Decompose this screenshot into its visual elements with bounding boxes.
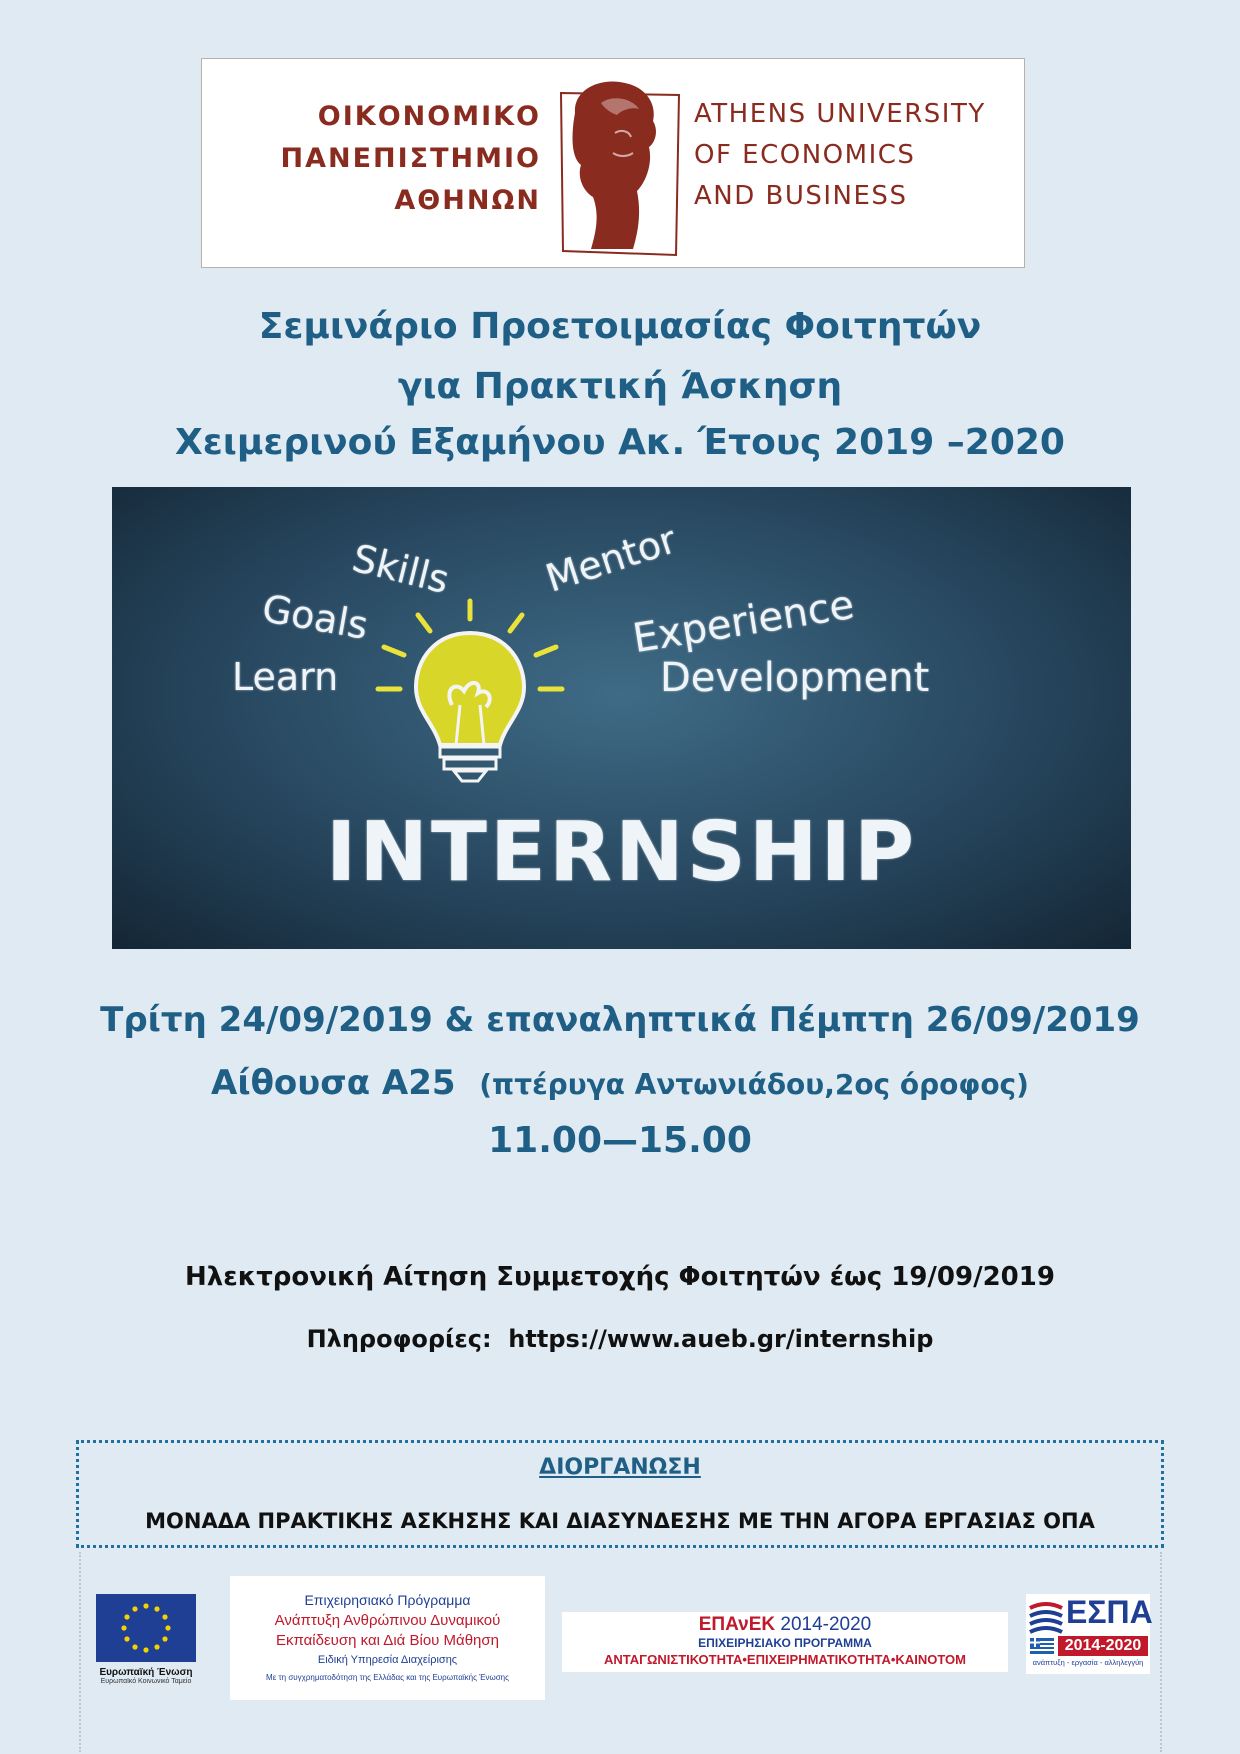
banner-word-learn: Learn [232,655,339,699]
logo-greek-line-1: ΟΙΚΟΝΟΜΙΚΟ [317,101,541,132]
epanek-line-1 [562,1614,1008,1636]
logo-greek-line-2: ΠΑΝΕΠΙΣΤΗΜΙΟ [280,143,541,174]
epanek-line-2: ΕΠΙΧΕΙΡΗΣΙΑΚΟ ΠΡΟΓΡΑΜΜΑ [698,1636,872,1650]
event-dates: Τρίτη 24/09/2019 & επαναληπτικά Πέμπτη 26/09/2019 [100,1000,1140,1040]
eu-flag-icon [96,1594,196,1662]
event-room: Αίθουσα Α25 [211,1063,456,1103]
epanek-brand: ΕΠΑνΕΚ [698,1614,776,1635]
epanadvm-line-2: Ανάπτυξη Ανθρώπινου Δυναμικού [274,1612,501,1629]
espa-logo [1026,1594,1153,1674]
logos-left-border [79,1552,81,1752]
internship-banner-image [112,487,1131,949]
epanadvm-line-5: Με τη συγχρηματοδότηση της Ελλάδας και της Ευρωπαϊκής Ένωσης [266,1673,509,1682]
eu-name: Ευρωπαϊκή Ένωση [99,1667,193,1678]
banner-word-goals: Goals [258,586,372,648]
hermes-head-icon [541,73,681,258]
event-time: 11.00—15.00 [488,1120,752,1161]
organizer-label: ΔΙΟΡΓΑΝΩΣΗ [539,1455,701,1480]
logo-greek-line-3: ΑΘΗΝΩΝ [394,185,541,216]
epanadvm-line-3: Εκπαίδευση και Διά Βίου Μάθηση [275,1632,499,1649]
info-url-link[interactable]: https://www.aueb.gr/internship [508,1325,934,1353]
event-room-note: (πτέρυγα Αντωνιάδου,2ος όροφος) [479,1068,1029,1101]
epanadvm-line-4: Ειδική Υπηρεσία Διαχείρισης [317,1654,458,1666]
logo-english-line-1: ATHENS UNIVERSITY [694,99,986,129]
logo-english-line-3: AND BUSINESS [694,181,908,211]
application-deadline: Ηλεκτρονική Αίτηση Συμμετοχής Φοιτητών έως 19/09/2019 [185,1262,1055,1292]
event-room-line [0,1063,1240,1103]
epanadvm-logo [230,1576,545,1700]
banner-word-internship: INTERNSHIP [325,805,918,900]
epanek-years: 2014-2020 [780,1614,872,1635]
banner-word-skills: Skills [348,535,454,603]
eu-logo [96,1594,200,1688]
epanadvm-line-1: Επιχειρησιακό Πρόγραμμα [304,1592,471,1608]
organizer-box [76,1440,1164,1548]
info-label: Πληροφορίες: [306,1325,492,1353]
epanek-logo [562,1612,1008,1672]
eu-fund: Ευρωπαϊκό Κοινωνικό Ταμείο [100,1678,192,1685]
espa-slogan: ανάπτυξη - εργασία - αλληλεγγύη [1032,1658,1144,1667]
logos-right-border [1160,1552,1162,1752]
lightbulb-icon [360,597,580,787]
banner-word-development: Development [660,655,930,701]
espa-waves-icon [1028,1600,1064,1636]
title-line-1: Σεμινάριο Προετοιμασίας Φοιτητών [258,306,982,347]
banner-word-experience: Experience [629,581,858,663]
espa-years: 2014-2020 [1058,1636,1148,1656]
logo-english-line-2: OF ECONOMICS [694,140,916,170]
greek-flag-icon [1030,1638,1054,1654]
university-logo [201,58,1025,268]
organizer-unit: ΜΟΝΑΔΑ ΠΡΑΚΤΙΚΗΣ ΑΣΚΗΣΗΣ ΚΑΙ ΔΙΑΣΥΝΔΕΣΗΣ ΜΕ ΤΗΝ ΑΓΟΡΑ ΕΡΓΑΣΙΑΣ ΟΠΑ [145,1509,1095,1533]
title-line-3: Χειμερινού Εξαμήνου Ακ. Έτους 2019 –2020 [175,422,1065,463]
info-line [0,1325,1240,1353]
espa-brand: ΕΣΠΑ [1066,1594,1153,1630]
banner-word-mentor: Mentor [540,517,682,601]
title-line-2: για Πρακτική Άσκηση [397,366,843,407]
epanek-line-3: ΑΝΤΑΓΩΝΙΣΤΙΚΟΤΗΤΑ•ΕΠΙΧΕΙΡΗΜΑΤΙΚΟΤΗΤΑ•ΚΑΙΝΟΤΟΜ [604,1652,966,1667]
